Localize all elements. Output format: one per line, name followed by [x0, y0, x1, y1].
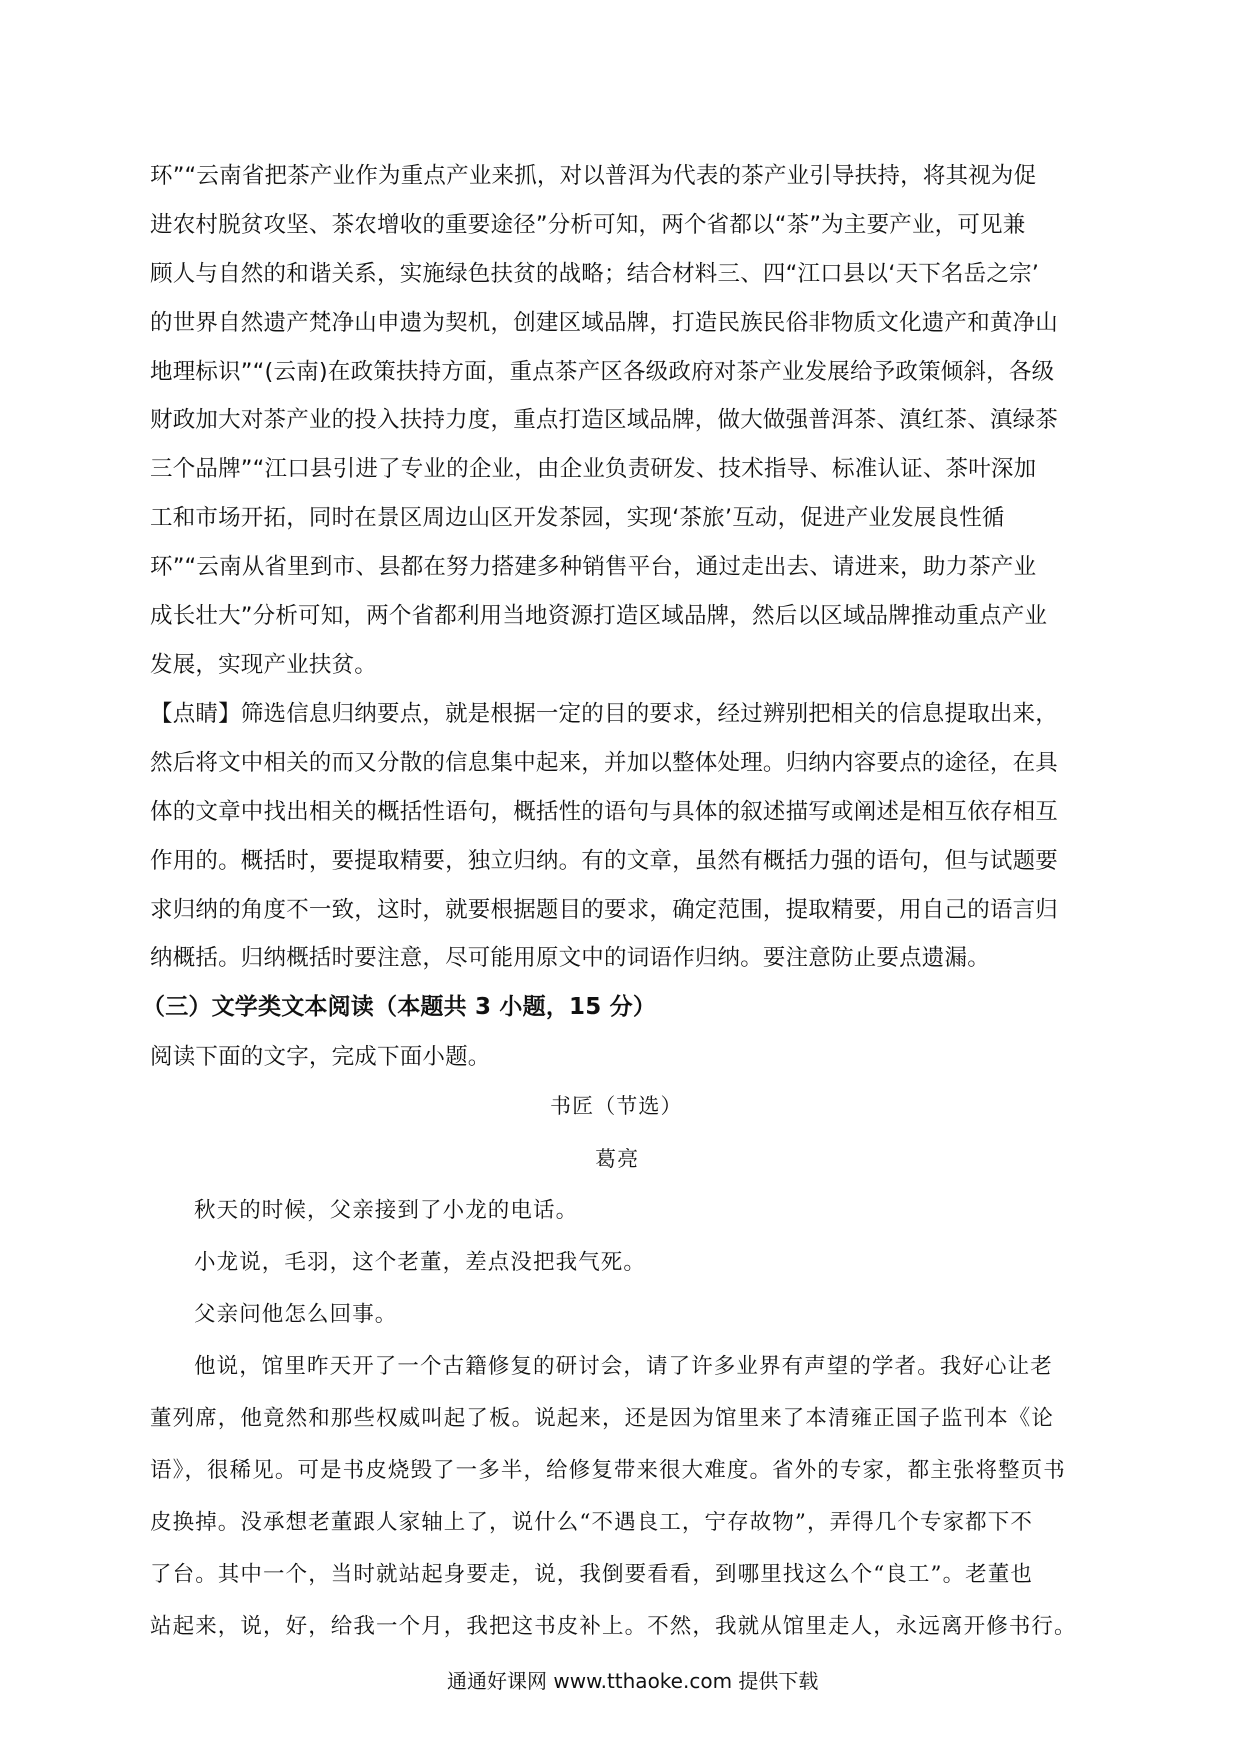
analysis-line: 的世界自然遗产梵净山申遗为契机，创建区域品牌，打造民族民俗非物质文化遗产和黄净山	[150, 310, 1059, 336]
story-line: 小龙说，毛羽，这个老董，差点没把我气死。	[194, 1250, 647, 1275]
story-line: 董列席，他竟然和那些权威叫起了板。说起来，还是因为馆里来了本清雍正国子监刊本《论	[150, 1406, 1055, 1431]
analysis-line: 工和市场开拓，同时在景区周边山区开发茶园，实现‘茶旅’互动，促进产业发展良性循	[150, 505, 1005, 531]
story-title: 书匠（节选）	[550, 1094, 683, 1118]
analysis-line: 发展，实现产业扶贫。	[150, 652, 378, 678]
tip-line: 作用的。概括时，要提取精要，独立归纳。有的文章，虽然有概括力强的语句，但与试题要	[150, 848, 1059, 874]
tip-line: 体的文章中找出相关的概括性语句，概括性的语句与具体的叙述描写或阐述是相互依存相互	[150, 799, 1059, 825]
analysis-line: 三个品牌”“江口县引进了专业的企业，由企业负责研发、技术指导、标准认证、茶叶深加	[150, 456, 1037, 482]
story-line: 皮换掉。没承想老董跟人家轴上了，说什么“不遇良工，宁存故物”，弄得几个专家都下不	[150, 1510, 1033, 1535]
story-line: 站起来，说，好，给我一个月，我把这书皮补上。不然，我就从馆里走人，永远离开修书行。	[150, 1614, 1077, 1639]
story-line: 父亲问他怎么回事。	[194, 1302, 398, 1327]
story-line: 他说，馆里昨天开了一个古籍修复的研讨会，请了许多业界有声望的学者。我好心让老	[194, 1354, 1053, 1379]
story-author: 葛亮	[595, 1147, 640, 1171]
analysis-line: 地理标识”“(云南)在政策扶持方面，重点茶产区各级政府对茶产业发展给予政策倾斜，各级	[150, 359, 1055, 385]
page-footer: 通通好课网 www.tthaoke.com 提供下载	[447, 1669, 819, 1693]
analysis-line: 进农村脱贫攻坚、茶农增收的重要途径”分析可知，两个省都以“茶”为主要产业，可见兼	[150, 212, 1026, 238]
section-instruction: 阅读下面的文字，完成下面小题。	[150, 1044, 491, 1070]
analysis-line: 环”“云南从省里到市、县都在努力搭建多种销售平台，通过走出去、请进来，助力茶产业	[150, 554, 1037, 580]
tip-line: 然后将文中相关的而又分散的信息集中起来，并加以整体处理。归纳内容要点的途径，在具	[150, 750, 1059, 776]
analysis-line: 成长壮大”分析可知，两个省都利用当地资源打造区域品牌，然后以区域品牌推动重点产业	[150, 603, 1048, 629]
analysis-line: 财政加大对茶产业的投入扶持力度，重点打造区域品牌，做大做强普洱茶、滇红茶、滇绿茶	[150, 407, 1059, 433]
tip-line: 【点睛】筛选信息归纳要点，就是根据一定的目的要求，经过辨别把相关的信息提取出来，	[150, 701, 1059, 727]
analysis-line: 环”“云南省把茶产业作为重点产业来抓，对以普洱为代表的茶产业引导扶持，将其视为促	[150, 163, 1037, 189]
section-heading: （三）文学类文本阅读（本题共 3 小题，15 分）	[142, 994, 657, 1020]
tip-line: 求归纳的角度不一致，这时，就要根据题目的要求，确定范围，提取精要，用自己的语言归	[150, 897, 1059, 923]
tip-line: 纳概括。归纳概括时要注意，尽可能用原文中的词语作归纳。要注意防止要点遗漏。	[150, 945, 990, 971]
analysis-line: 顾人与自然的和谐关系，实施绿色扶贫的战略；结合材料三、四“江口县以‘天下名岳之宗’	[150, 261, 1040, 287]
story-line: 了台。其中一个，当时就站起身要走，说，我倒要看看，到哪里找这么个“良工”。老董也	[150, 1562, 1033, 1587]
story-line: 语》，很稀见。可是书皮烧毁了一多半，给修复带来很大难度。省外的专家，都主张将整页书	[150, 1458, 1066, 1483]
story-line: 秋天的时候，父亲接到了小龙的电话。	[194, 1198, 579, 1223]
